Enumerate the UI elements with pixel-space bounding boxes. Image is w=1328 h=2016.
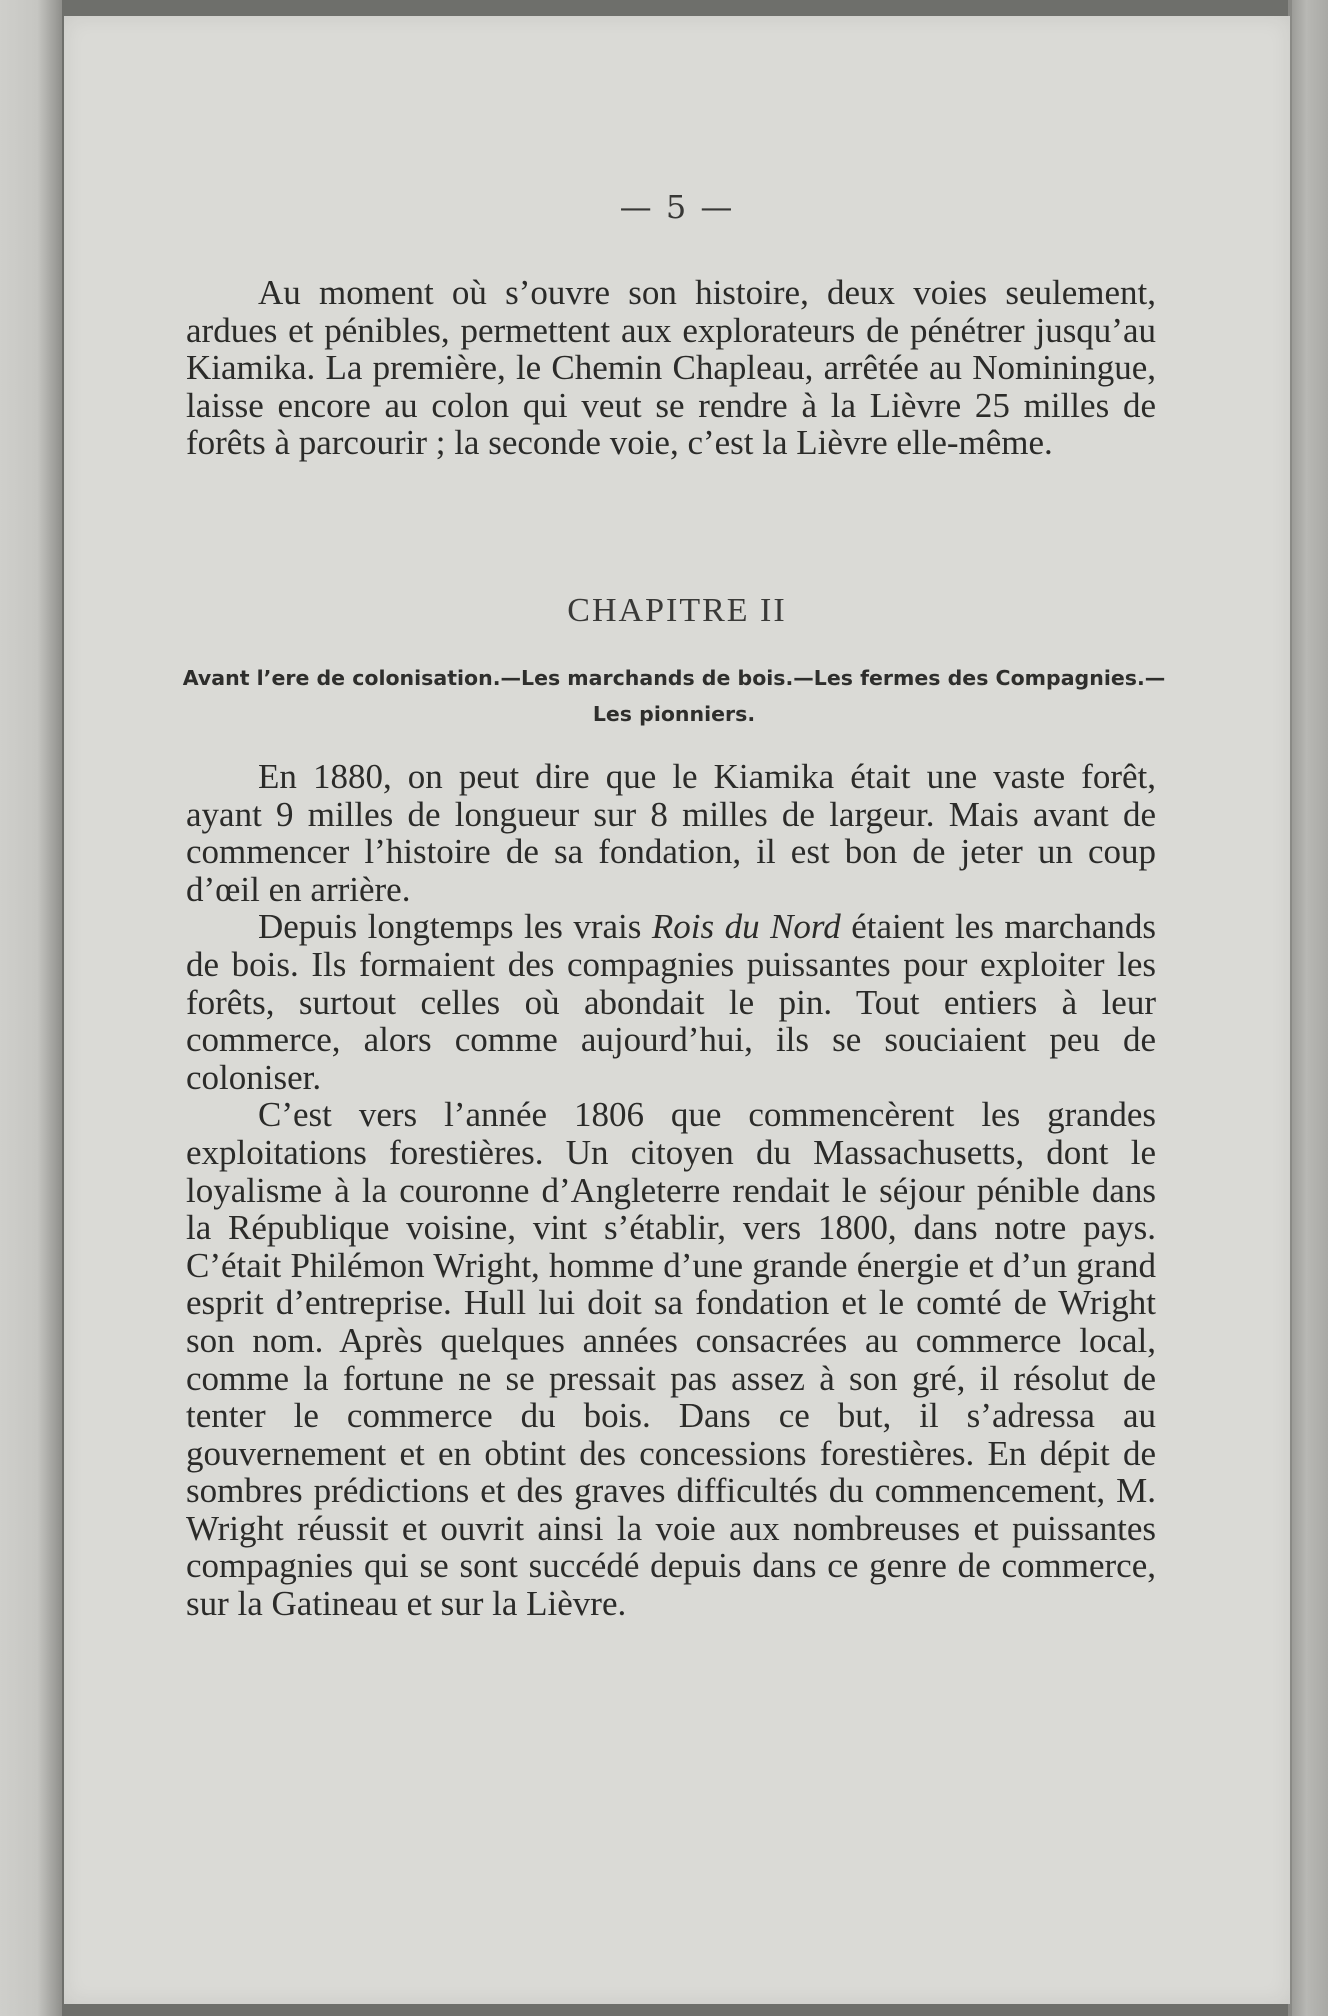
- paragraph-2-start: Depuis longtemps les vrais: [258, 907, 652, 947]
- book-left-edge: [0, 0, 62, 2016]
- chapter-subtitle: Avant l’ere de colonisation.—Les marchands de bois.—Les fermes des Compagnies.—Les pionniers.: [182, 666, 1166, 726]
- book-page: [64, 16, 1290, 2004]
- paragraph-2-end: étaient les marchands de bois. Ils formaient des compagnies puissantes pour exploiter les forêts, surtout celles où abondait le pin. Tout entiers à leur commerce, alors comme aujourd’hui, ils se souciaient peu de coloniser.: [186, 907, 1157, 1097]
- paragraph-1: En 1880, on peut dire que le Kiamika était une vaste forêt, ayant 9 milles de longueur sur 8 milles de largeur. Mais avant de commencer l’histoire de sa fondation, il est bon de jeter un coup d’œil en arrière.: [186, 757, 1156, 909]
- paragraph-2-italic: Rois du Nord: [651, 907, 841, 947]
- intro-text: [186, 274, 1156, 462]
- book-right-edge: [1292, 0, 1328, 2016]
- paragraph-3: C’est vers l’année 1806 que commencèrent les grandes exploitations forestières. Un citoyen du Massachusetts, dont le loyalisme à la couronne d’Angleterre rendait le séjour pénible dans la République voisine, vint s’établir, vers 1800, dans notre pays. C’était Philémon Wright, homme d’une grande énergie et d’un grand esprit d’entreprise. Hull lui doit sa fondation et le comté de Wright son nom. Après quelques années consacrées au commerce local, comme la fortune ne se pressait pas assez à son gré, il résolut de tenter le commerce du bois. Dans ce but, il s’adressa au gouvernement et en obtint des concessions forestières. En dépit de sombres prédictions et des graves difficultés du commencement, M. Wright réussit et ouvrit ainsi la voie aux nombreuses et puissantes compagnies qui se sont succédé depuis dans ce genre de commerce, sur la Gatineau et sur la Lièvre.: [186, 1095, 1156, 1624]
- chapter-title: CHAPITRE II: [567, 592, 787, 629]
- paragraph-2: [186, 908, 1156, 1096]
- chapter-body: [186, 758, 1156, 1623]
- page-number: — 5 —: [619, 188, 735, 226]
- intro-paragraph: Au moment où s’ouvre son histoire, deux voies seulement, ardues et pénibles, permettent aux explorateurs de pénétrer jusqu’au Kiamika. La première, le Chemin Chapleau, arrêtée au Nominingue, laisse encore au colon qui veut se rendre à la Lièvre 25 milles de forêts à parcourir ; la seconde voie, c’est la Lièvre elle-même.: [186, 273, 1156, 463]
